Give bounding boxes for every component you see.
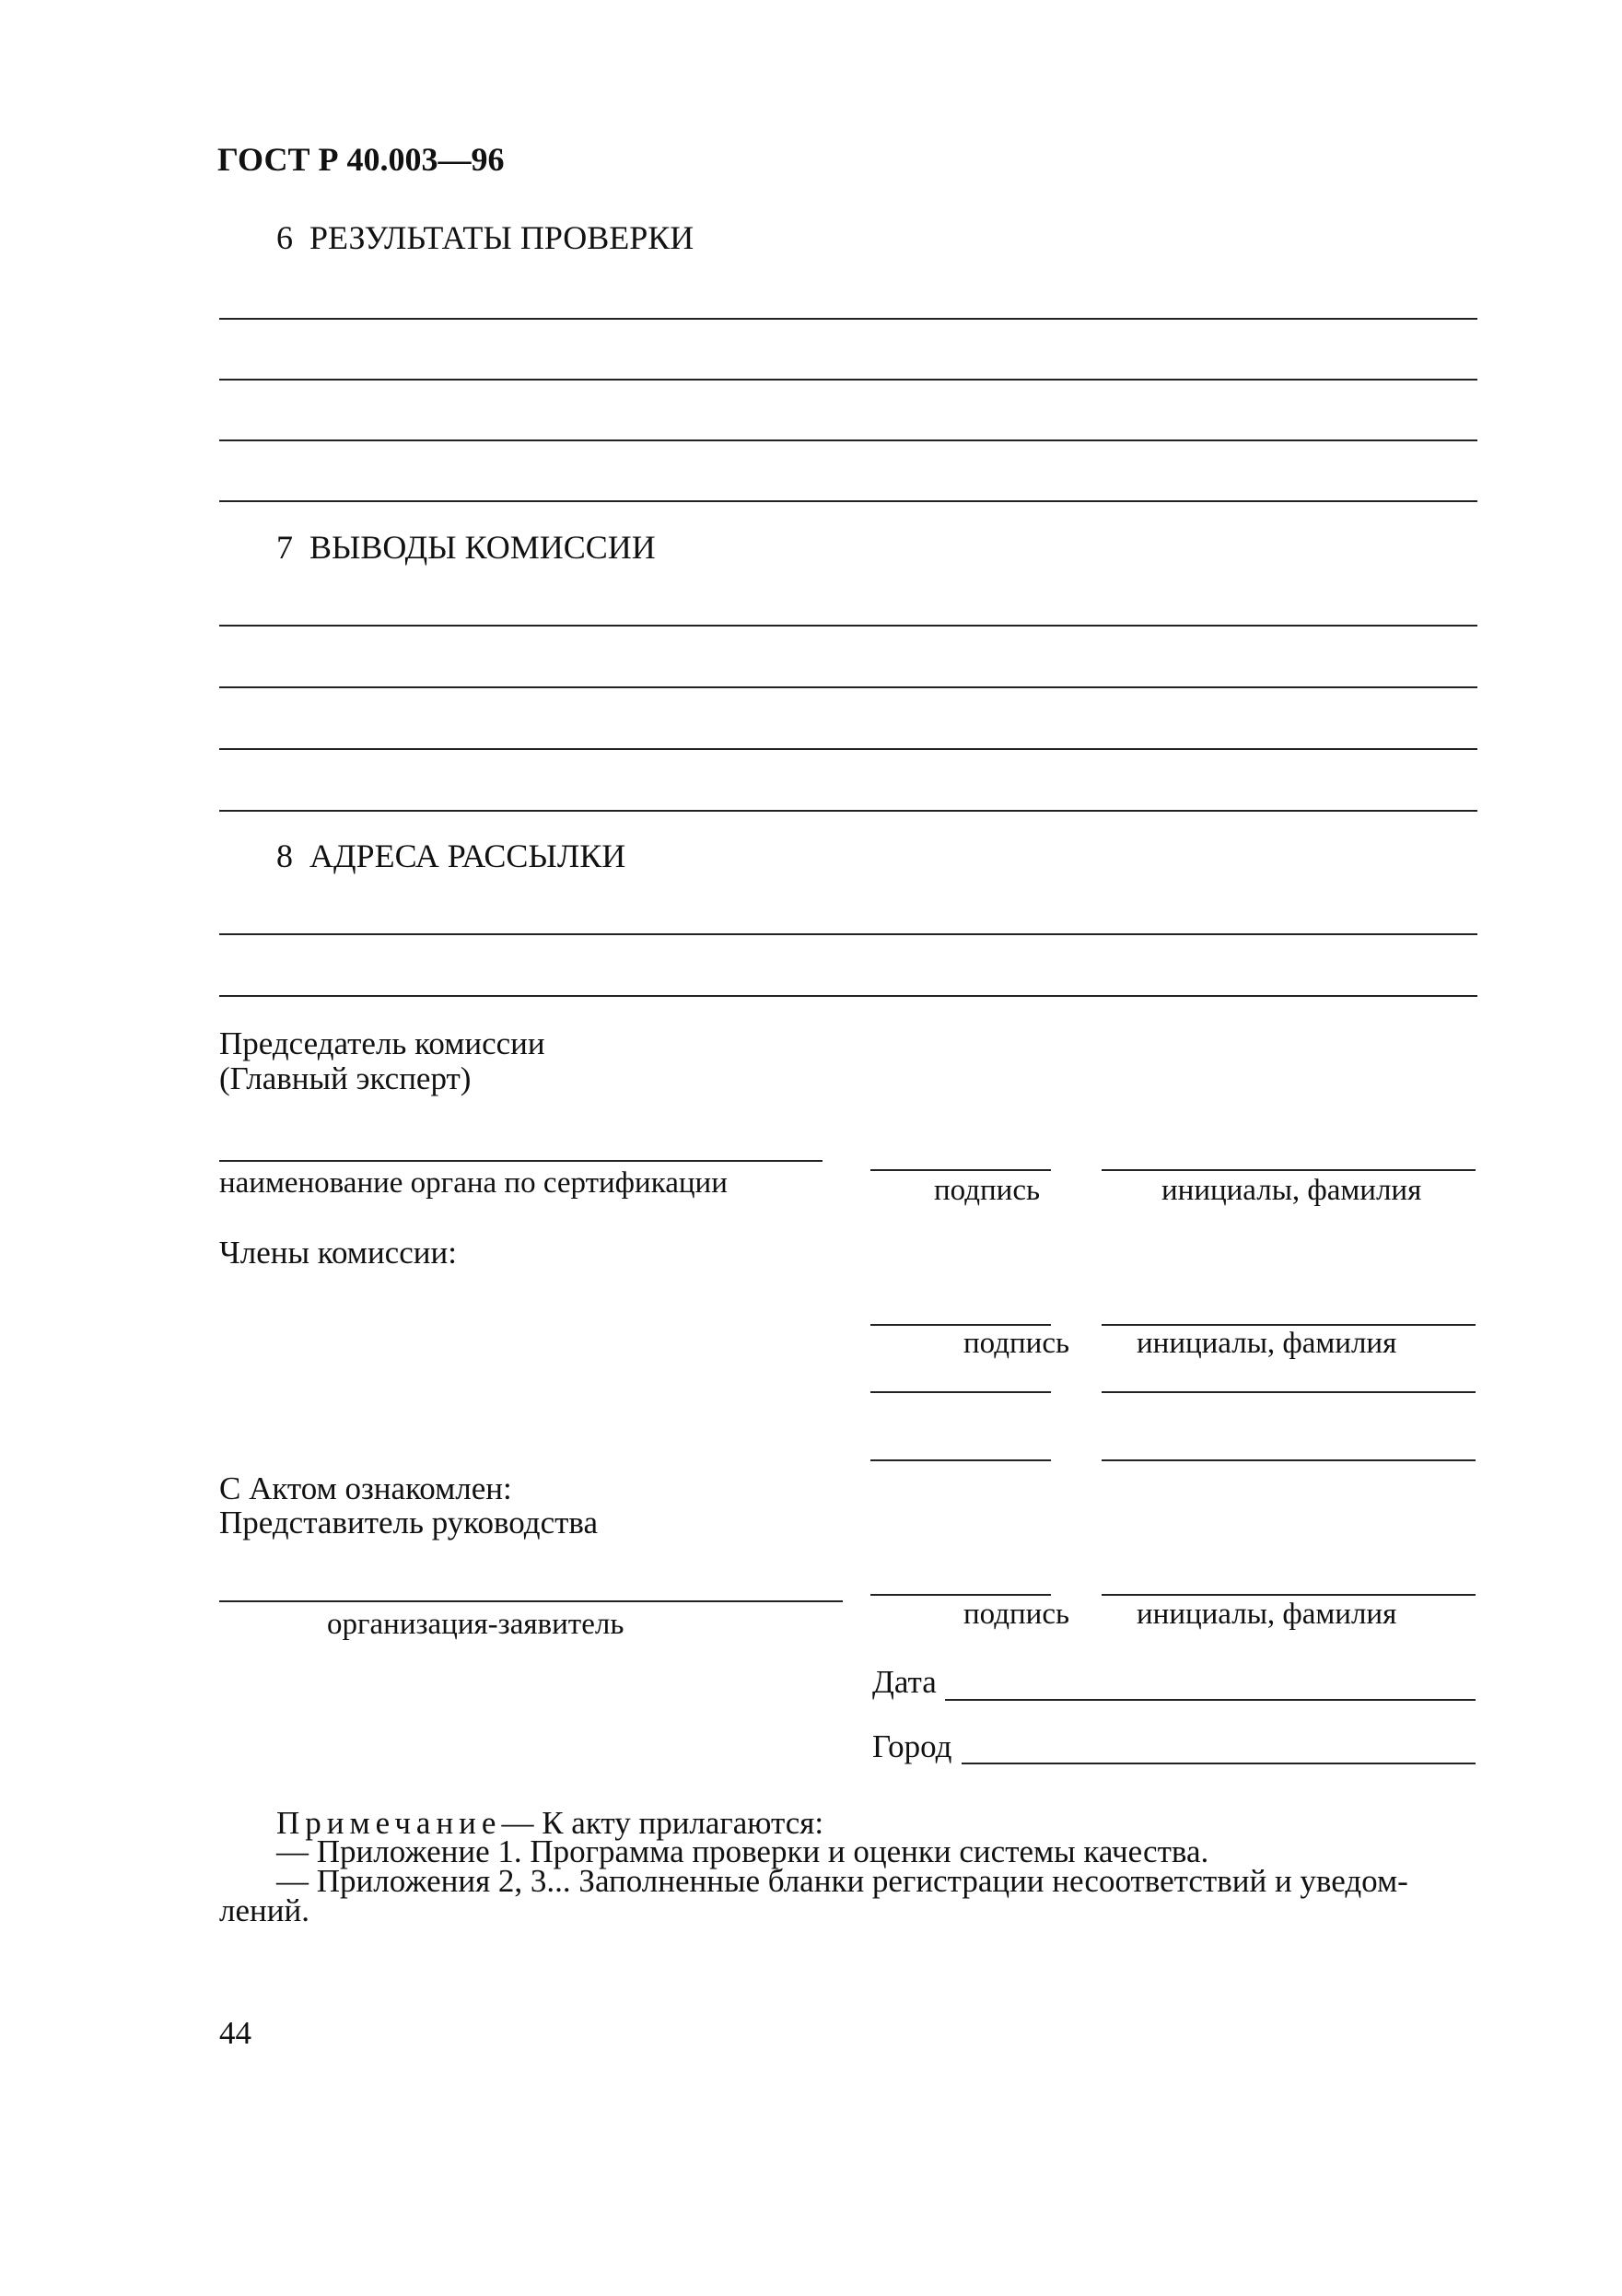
- results-entry-line[interactable]: [219, 318, 1477, 320]
- name-caption: инициалы, фамилия: [1137, 1598, 1397, 1631]
- city-label: Город: [872, 1728, 952, 1764]
- section-number: 6: [276, 219, 293, 256]
- note-intro: — К акту прилагаются:: [501, 1805, 824, 1841]
- chairman-name-line[interactable]: [1102, 1169, 1476, 1171]
- member-signature-line[interactable]: [870, 1459, 1051, 1461]
- section-6-heading: [276, 221, 694, 254]
- conclusions-entry-line[interactable]: [219, 625, 1477, 627]
- section-title: РЕЗУЛЬТАТЫ ПРОВЕРКИ: [309, 219, 694, 256]
- chairman-label: Председатель комиссии: [219, 1025, 545, 1061]
- results-entry-line[interactable]: [219, 379, 1477, 381]
- note-item-1: — Приложение 1. Программа проверки и оценки системы качества.: [276, 1833, 1209, 1869]
- name-caption: инициалы, фамилия: [1137, 1327, 1397, 1360]
- note-item-2: — Приложения 2, 3... Заполненные бланки регистрации несоответствий и уведом-: [276, 1863, 1408, 1899]
- date-label: Дата: [872, 1664, 937, 1700]
- member-signature-line[interactable]: [870, 1324, 1051, 1326]
- management-representative-label: Представитель руководства: [219, 1505, 598, 1540]
- certification-body-caption: наименование органа по сертификации: [219, 1166, 728, 1200]
- results-entry-line[interactable]: [219, 439, 1477, 441]
- certification-body-line[interactable]: [219, 1160, 823, 1162]
- applicant-organization-caption: организация-заявитель: [327, 1608, 624, 1641]
- conclusions-entry-line[interactable]: [219, 810, 1477, 812]
- conclusions-entry-line[interactable]: [219, 686, 1477, 688]
- document-code: ГОСТ Р 40.003—96: [217, 141, 505, 178]
- page-number: 44: [219, 2015, 251, 2051]
- note-title: Примечание: [276, 1805, 502, 1841]
- member-name-line[interactable]: [1102, 1391, 1476, 1393]
- members-label: Члены комиссии:: [219, 1235, 457, 1271]
- section-8-heading: [276, 839, 625, 873]
- name-caption: инициалы, фамилия: [1161, 1174, 1422, 1207]
- section-7-heading: [276, 531, 656, 564]
- member-name-line[interactable]: [1102, 1324, 1476, 1326]
- section-title: АДРЕСА РАССЫЛКИ: [309, 838, 626, 874]
- city-field-line[interactable]: [962, 1763, 1476, 1764]
- mailing-address-line[interactable]: [219, 995, 1477, 997]
- signature-caption: подпись: [934, 1174, 1041, 1207]
- signature-caption: подпись: [963, 1327, 1070, 1360]
- section-title: ВЫВОДЫ КОМИССИИ: [309, 529, 656, 566]
- representative-name-line[interactable]: [1102, 1594, 1476, 1596]
- results-entry-line[interactable]: [219, 500, 1477, 502]
- chairman-signature-line[interactable]: [870, 1169, 1051, 1171]
- representative-signature-line[interactable]: [870, 1594, 1051, 1596]
- acquainted-label: С Актом ознакомлен:: [219, 1470, 512, 1506]
- member-signature-line[interactable]: [870, 1391, 1051, 1393]
- mailing-address-line[interactable]: [219, 933, 1477, 935]
- conclusions-entry-line[interactable]: [219, 748, 1477, 750]
- chairman-sublabel: (Главный эксперт): [219, 1060, 472, 1096]
- applicant-organization-line[interactable]: [219, 1600, 843, 1602]
- date-field-line[interactable]: [945, 1699, 1476, 1701]
- section-number: 8: [276, 838, 293, 874]
- member-name-line[interactable]: [1102, 1459, 1476, 1461]
- section-number: 7: [276, 529, 293, 566]
- signature-caption: подпись: [963, 1598, 1070, 1631]
- note-item-2-continuation: лений.: [219, 1892, 309, 1928]
